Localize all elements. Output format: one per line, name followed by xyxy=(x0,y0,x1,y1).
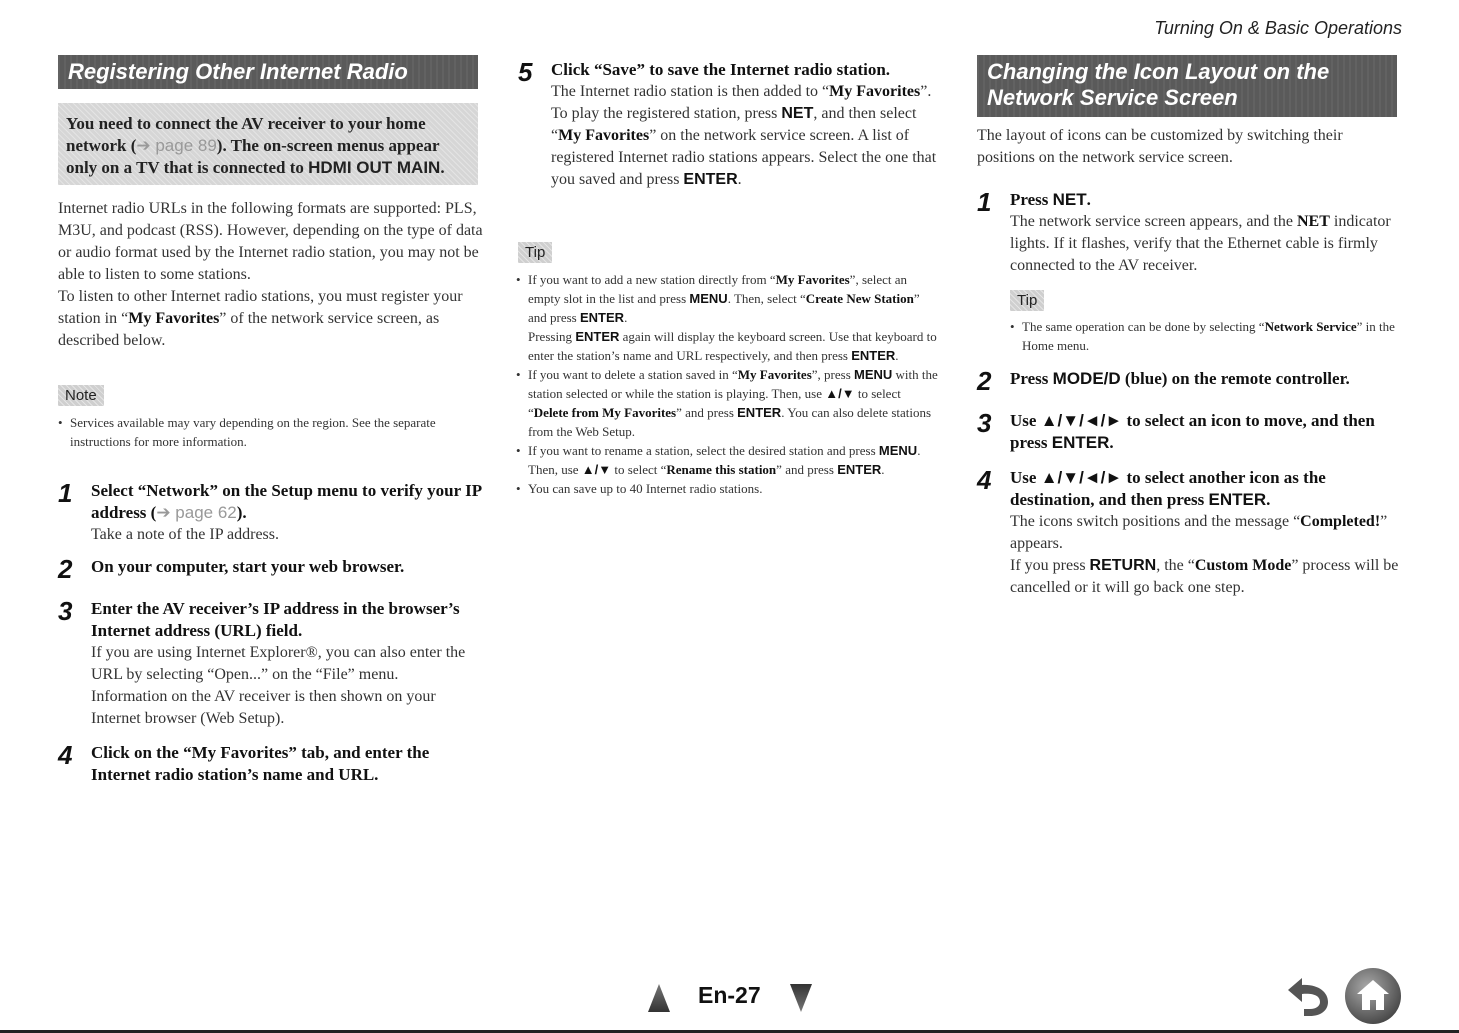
step-heading xyxy=(1010,368,1402,390)
text: ” process will be cancelled or it will go back one step. xyxy=(1010,557,1399,596)
text: If you want to rename a station, select the desired station and press xyxy=(528,443,879,458)
step-body xyxy=(1010,511,1402,555)
text: The same operation can be done by selecting “ xyxy=(1022,319,1265,334)
text: ” appears. xyxy=(1010,513,1388,552)
net-key: NET xyxy=(781,105,814,122)
tip-item xyxy=(516,365,941,441)
step-number: 3 xyxy=(977,408,992,438)
step-heading: Enter the AV receiver’s IP address in the browser’s Internet address (URL) field. xyxy=(91,599,460,640)
enter-key: ENTER xyxy=(580,310,625,325)
note-list xyxy=(58,413,478,451)
text: . xyxy=(881,462,885,477)
term: Delete from My Favorites xyxy=(533,405,677,420)
my-favorites-term: My Favorites xyxy=(558,127,650,144)
page-89-link[interactable]: ➔ page 89 xyxy=(136,136,217,155)
text: ”, select an empty slot in the list and press xyxy=(528,272,908,306)
menu-key: MENU xyxy=(854,367,893,382)
banner-title-line2: Network Service Screen xyxy=(987,85,1238,110)
return-key: RETURN xyxy=(1089,557,1157,574)
term: My Favorites xyxy=(737,367,812,382)
text: . xyxy=(624,310,628,325)
page-number: En-27 xyxy=(698,982,761,1008)
tip-list xyxy=(516,270,941,498)
text: to select another icon as the destination, and then press xyxy=(1010,468,1326,509)
step-heading xyxy=(91,480,483,524)
text: . xyxy=(1109,433,1114,452)
text: . Then, select “ xyxy=(727,291,806,306)
step-number: 3 xyxy=(58,596,73,626)
step-heading: Click “Save” to save the Internet radio station. xyxy=(551,60,891,79)
tip-label: Tip xyxy=(518,242,552,263)
enter-key: ENTER xyxy=(1208,490,1267,509)
term: Network Service xyxy=(1264,319,1357,334)
enter-key: ENTER xyxy=(1051,433,1110,452)
step-body: Information on the AV receiver is then shown on your Internet browser (Web Setup). xyxy=(91,688,436,727)
tip-item: • You can save up to 40 Internet radio stations. xyxy=(516,479,941,498)
right-step-2 xyxy=(977,366,1402,396)
right-tip-box xyxy=(1010,290,1044,311)
step-heading xyxy=(1010,189,1402,211)
up-down-arrows: ▲/▼ xyxy=(581,462,612,477)
text: ” and press xyxy=(776,462,838,477)
text: Press xyxy=(1010,369,1053,388)
text: ” in the Home menu. xyxy=(1022,319,1395,353)
callout-text: You need to connect the AV receiver to your home network ( xyxy=(66,114,426,155)
mode-d-key: MODE/D xyxy=(1052,369,1121,388)
icon-layout-intro xyxy=(977,125,1402,169)
banner-title-line1: Changing the Icon Layout on the xyxy=(987,59,1330,84)
step-2 xyxy=(58,554,483,584)
note-label: Note xyxy=(58,385,104,406)
step-3 xyxy=(58,598,483,730)
text: . Then, use xyxy=(528,443,921,477)
text: ”. To play the registered station, press xyxy=(551,83,932,122)
step-5 xyxy=(518,59,943,191)
step-number: 4 xyxy=(977,465,992,495)
net-indicator: NET xyxy=(1296,213,1330,230)
page-62-link[interactable]: ➔ page 62 xyxy=(156,503,237,522)
intro-paragraphs xyxy=(58,198,483,352)
home-icon[interactable] xyxy=(1343,966,1403,1026)
step-number: 2 xyxy=(58,554,73,584)
text: Press xyxy=(1010,190,1053,209)
arrow-keys: ▲/▼/◄/► xyxy=(1040,468,1123,487)
text: Use xyxy=(1010,468,1041,487)
back-arrow-icon[interactable] xyxy=(1282,974,1334,1018)
text: The Internet radio station is then added to “ xyxy=(551,83,830,100)
register-text-end: ” of the network service screen, as described below. xyxy=(58,310,440,349)
text: ” and press xyxy=(676,405,738,420)
callout-text-mid: ). The on-screen menus appear only on a TV that is connected to xyxy=(66,136,440,177)
enter-key: ENTER xyxy=(837,462,882,477)
text: Pressing xyxy=(528,329,576,344)
enter-key: ENTER xyxy=(683,171,738,188)
text: indicator lights. If it flashes, verify that the Ethernet cable is firmly connected to the AV receiver. xyxy=(1010,213,1391,274)
step-1 xyxy=(58,480,483,546)
right-step-4 xyxy=(977,467,1402,599)
text: ”, press xyxy=(811,367,855,382)
formats-paragraph: Internet radio URLs in the following formats are supported: PLS, M3U, and podcast (RSS). However, depending on the type of data or audio format used by the Internet radio station, you may not be able to listen to some stations. xyxy=(58,200,483,283)
text: . xyxy=(1086,190,1091,209)
up-down-arrows: ▲/▼ xyxy=(825,386,855,401)
right-step-1 xyxy=(977,189,1402,277)
text: . You can also delete stations from the Web Setup. xyxy=(528,405,932,439)
callout-keyword: HDMI OUT MAIN xyxy=(308,158,441,177)
page-header-title: Turning On & Basic Operations xyxy=(1154,18,1402,38)
note-item: • Services available may vary depending on the region. See the separate instructions for more information. xyxy=(58,413,478,451)
tip-item xyxy=(516,441,941,479)
step-heading xyxy=(1010,467,1402,511)
text: ” on the network service screen. A list of registered Internet radio stations appears. Select the one that you saved and press xyxy=(551,127,937,188)
step-4 xyxy=(58,742,483,786)
note-box xyxy=(58,385,104,406)
text: to select an icon to move, and then press xyxy=(1010,411,1375,452)
register-paragraph xyxy=(58,286,483,352)
text: to select “ xyxy=(528,386,901,420)
right-step-3 xyxy=(977,410,1402,454)
term: Create New Station xyxy=(805,291,914,306)
intro-text: The layout of icons can be customized by switching their positions on the network service screen. xyxy=(977,127,1343,166)
arrow-keys: ▲/▼/◄/► xyxy=(1040,411,1123,430)
text: . xyxy=(737,171,742,188)
banner-title: Registering Other Internet Radio xyxy=(68,59,408,84)
step-number: 1 xyxy=(58,478,73,508)
my-favorites-term: My Favorites xyxy=(829,83,921,100)
term: Rename this station xyxy=(666,462,777,477)
text: Use xyxy=(1010,411,1041,430)
text: again will display the keyboard screen. Use that keyboard to enter the station’s name and URL respectively, and then press xyxy=(528,329,937,363)
tip-box xyxy=(518,242,552,263)
custom-mode-term: Custom Mode xyxy=(1194,557,1292,574)
net-key: NET xyxy=(1052,190,1087,209)
text: If you want to delete a station saved in “ xyxy=(528,367,738,382)
callout-text-end: . xyxy=(440,158,445,177)
step-number: 4 xyxy=(58,740,73,770)
text: to select “ xyxy=(611,462,667,477)
right-tip-list xyxy=(1010,317,1400,355)
enter-key: ENTER xyxy=(737,405,782,420)
completed-message: Completed! xyxy=(1300,513,1381,530)
step-number: 5 xyxy=(518,57,533,87)
section-banner-icon-layout xyxy=(977,55,1397,117)
hdmi-callout xyxy=(58,103,478,185)
text: The icons switch positions and the message “ xyxy=(1010,513,1301,530)
step-number: 2 xyxy=(977,366,992,396)
text: . xyxy=(895,348,899,363)
menu-key: MENU xyxy=(689,291,728,306)
step-heading-text: Select “Network” on the Setup menu to verify your IP address ( xyxy=(91,481,482,522)
step-body: Take a note of the IP address. xyxy=(91,526,279,543)
tip-label: Tip xyxy=(1010,290,1044,311)
tip-item xyxy=(516,270,941,365)
up-triangle-icon[interactable] xyxy=(647,983,671,1013)
text: , and then select “ xyxy=(551,105,917,144)
down-triangle-icon[interactable] xyxy=(789,983,813,1013)
step-heading: On your computer, start your web browser. xyxy=(91,557,405,576)
section-banner-registering xyxy=(58,55,478,89)
text: (blue) on the remote controller. xyxy=(1120,369,1350,388)
text: If you want to add a new station directly from “ xyxy=(528,272,776,287)
step-body xyxy=(1010,555,1402,599)
text: , the “ xyxy=(1156,557,1195,574)
step-number: 1 xyxy=(977,187,992,217)
step-heading: Click on the “My Favorites” tab, and enter the Internet radio station’s name and URL. xyxy=(91,743,430,784)
step-heading-end: ). xyxy=(236,503,247,522)
text: If you press xyxy=(1010,557,1090,574)
text: with the station selected or while the station is playing. Then, use xyxy=(528,367,938,401)
step-body xyxy=(551,81,943,191)
text: . xyxy=(1266,490,1271,509)
step-body: If you are using Internet Explorer®, you can also enter the URL by selecting “Open...” on the “File” menu. xyxy=(91,644,466,683)
text: The network service screen appears, and the xyxy=(1010,213,1297,230)
text: ” and press xyxy=(528,291,920,325)
enter-key: ENTER xyxy=(575,329,620,344)
enter-key: ENTER xyxy=(851,348,896,363)
step-body xyxy=(1010,211,1402,277)
my-favorites-term: My Favorites xyxy=(128,310,220,327)
register-text: To listen to other Internet radio stations, you must register your station in “ xyxy=(58,288,463,327)
term: My Favorites xyxy=(775,272,850,287)
menu-key: MENU xyxy=(878,443,918,458)
tip-item xyxy=(1010,317,1400,355)
step-heading xyxy=(1010,410,1402,454)
